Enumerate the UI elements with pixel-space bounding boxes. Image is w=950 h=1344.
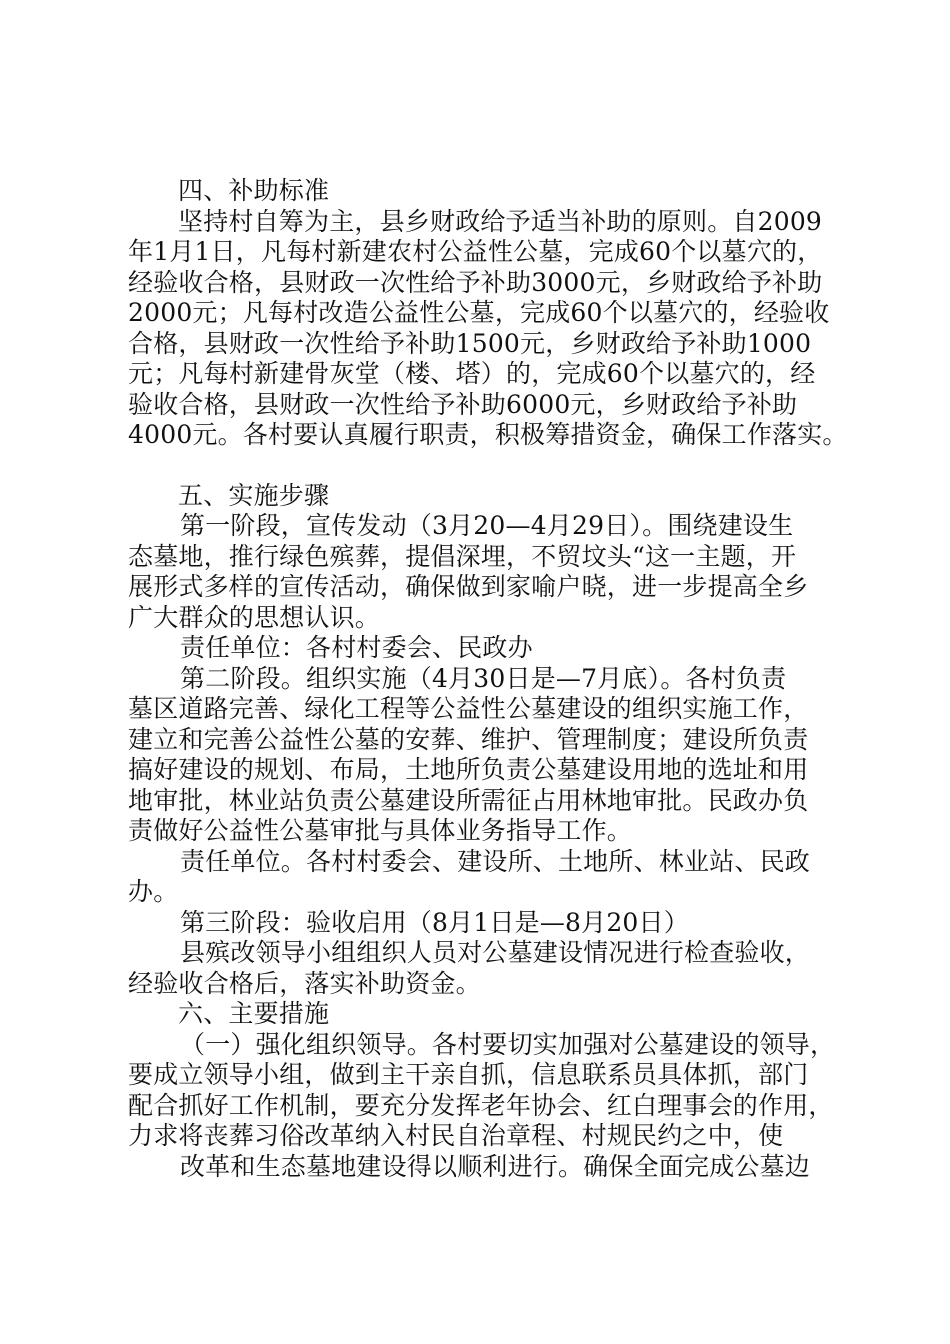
paragraph-line: 4000元。各村要认真履行职责，积极筹措资金，确保工作落实。 bbox=[128, 420, 848, 449]
responsible-units: 办。 bbox=[128, 877, 179, 906]
paragraph-line: 合格，县财政一次性给予补助1500元，乡财政给予补助1000 bbox=[128, 328, 812, 358]
paragraph-line: 年1月1日，凡每村新建农村公益性公墓，完成60个以墓穴的， bbox=[128, 237, 823, 266]
paragraph-line: 第二阶段。组织实施（4月30日是—7月底）。各村负责 bbox=[180, 663, 787, 693]
paragraph-line: 广大群众的思想认识。 bbox=[128, 602, 381, 632]
paragraph-line: 责做好公益性公墓审批与具体业务指导工作。 bbox=[128, 816, 633, 845]
paragraph-line: 搞好建设的规划、布局，土地所负责公墓建设用地的选址和用 bbox=[128, 755, 809, 784]
paragraph-line: 2000元；凡每村改造公益性公墓，完成60个以墓穴的，经验收 bbox=[128, 298, 830, 327]
paragraph-line: 墓区道路完善、绿化工程等公益性公墓建设的组织实施工作， bbox=[128, 694, 809, 723]
paragraph-line: 改革和生态墓地建设得以顺利进行。确保全面完成公墓边 bbox=[180, 1151, 811, 1181]
section-heading: 六、主要措施 bbox=[178, 999, 330, 1028]
paragraph-line: 坚持村自筹为主，县乡财政给予适当补助的原则。自2009 bbox=[178, 206, 823, 236]
paragraph-line: 元；凡每村新建骨灰堂（楼、塔）的，完成60个以墓穴的，经 bbox=[128, 359, 816, 388]
stage-heading: 第三阶段：验收启用（8月1日是—8月20日） bbox=[180, 907, 689, 937]
paragraph-line: 县殡改领导小组组织人员对公墓建设情况进行检查验收， bbox=[180, 938, 811, 967]
section-heading: 四、补助标准 bbox=[178, 176, 330, 205]
section-heading: 五、实施步骤 bbox=[178, 480, 330, 510]
responsible-units: 责任单位：各村村委会、民政办 bbox=[180, 633, 533, 662]
document-body bbox=[128, 176, 848, 1182]
paragraph-line: 要成立领导小组，做到主干亲自抓，信息联系员具体抓，部门 bbox=[128, 1060, 809, 1089]
paragraph-line: 配合抓好工作机制，要充分发挥老年协会、红白理事会的作用， bbox=[128, 1090, 834, 1120]
section-5 bbox=[128, 481, 848, 1000]
section-4 bbox=[128, 176, 848, 451]
paragraph-line: 经验收合格后，落实补助资金。 bbox=[128, 968, 481, 998]
paragraph-line: 地审批，林业站负责公墓建设所需征占用林地审批。民政办负 bbox=[128, 785, 809, 815]
paragraph-line: 经验收合格，县财政一次性给予补助3000元，乡财政给予补助 bbox=[128, 267, 823, 297]
paragraph-line: 验收合格，县财政一次性给予补助6000元，乡财政给予补助 bbox=[128, 389, 798, 419]
responsible-units: 责任单位。各村村委会、建设所、土地所、林业站、民政 bbox=[180, 846, 811, 876]
paragraph-line: 建立和完善公益性公墓的安葬、维护、管理制度；建设所负责 bbox=[128, 724, 809, 754]
paragraph-gap bbox=[128, 451, 848, 481]
paragraph-line: （一）强化组织领导。各村要切实加强对公墓建设的领导， bbox=[180, 1029, 836, 1059]
paragraph-line: 展形式多样的宣传活动，确保做到家喻户晓，进一步提高全乡 bbox=[128, 572, 809, 601]
paragraph-line: 态墓地，推行绿色殡葬，提倡深埋，不贸坟头“这一主题，开 bbox=[128, 541, 797, 571]
paragraph-line: 第一阶段，宣传发动（3月20—4月29日）。围绕建设生 bbox=[180, 511, 794, 540]
paragraph-line: 力求将丧葬习俗改革纳入村民自治章程、村规民约之中，使 bbox=[128, 1121, 784, 1150]
section-6 bbox=[128, 999, 848, 1182]
